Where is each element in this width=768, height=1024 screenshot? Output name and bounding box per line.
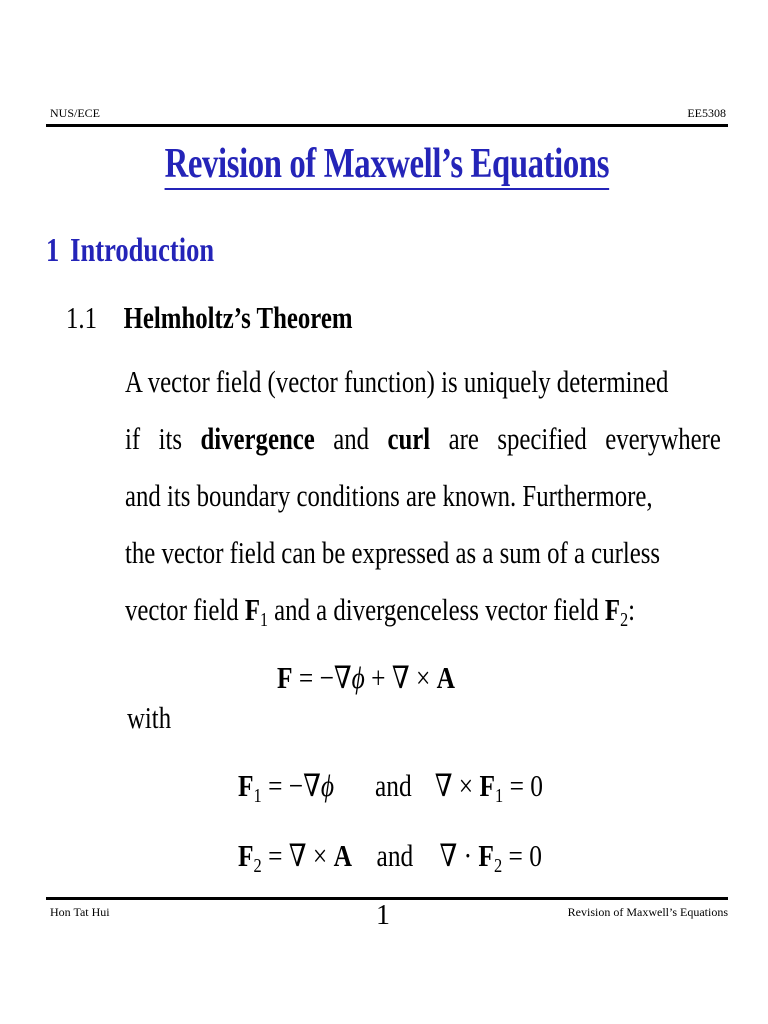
paragraph-line-5	[125, 581, 635, 638]
section-number: 1	[46, 232, 60, 269]
symbol-F: F	[277, 660, 293, 695]
symbol-F: F	[604, 592, 621, 627]
word: everywhere	[605, 421, 721, 456]
equation-main	[277, 660, 455, 696]
symbol-phi: ϕ	[351, 660, 365, 695]
and-word: and	[376, 838, 414, 873]
word-curl: curl	[387, 421, 431, 456]
eq-operator: = −∇	[261, 768, 321, 803]
symbol-phi: ϕ	[320, 768, 335, 803]
eq-operator: + ∇ ×	[364, 660, 437, 695]
header-left: NUS/ECE	[50, 106, 101, 120]
word: specified	[497, 421, 587, 456]
subscript: 2	[620, 609, 629, 631]
symbol-F: F	[478, 838, 494, 873]
paragraph-line-1: A vector field (vector function) is uniquely determined	[125, 364, 669, 399]
eq-operator: = ∇ ×	[261, 838, 334, 873]
header-right: EE5308	[687, 106, 726, 120]
page-number: 1	[376, 900, 390, 931]
symbol-F: F	[238, 838, 254, 873]
subsection-number: 1.1	[66, 300, 97, 335]
text: :	[628, 592, 635, 627]
subscript: 1	[253, 785, 262, 807]
slide-title-text: Revision of Maxwell’s Equations	[165, 141, 609, 190]
equation-f2	[238, 838, 542, 877]
word: are	[448, 421, 479, 456]
word: and	[333, 421, 370, 456]
theorem-paragraph	[125, 353, 720, 638]
text: vector field	[125, 592, 245, 627]
div-operator: ∇ ·	[439, 838, 479, 873]
with-label: with	[127, 700, 172, 735]
word: its	[158, 421, 183, 456]
subsection-heading	[66, 300, 353, 336]
symbol-F: F	[244, 592, 260, 627]
curl-operator: ∇ ×	[434, 768, 480, 803]
paragraph-line-2	[125, 410, 721, 467]
word-divergence: divergence	[200, 421, 315, 456]
eq-zero: = 0	[502, 838, 542, 873]
subscript: 2	[253, 855, 262, 877]
header-rule	[46, 124, 728, 127]
slide-title	[87, 140, 686, 188]
eq-zero: = 0	[503, 768, 543, 803]
subscript: 2	[493, 855, 503, 877]
symbol-A: A	[333, 838, 352, 873]
footer-author: Hon Tat Hui	[50, 905, 110, 919]
subsection-title: Helmholtz’s Theorem	[123, 300, 353, 335]
footer-title: Revision of Maxwell’s Equations	[567, 905, 728, 919]
paragraph-line-4: the vector field can be expressed as a sum of a curless	[125, 535, 661, 570]
paragraph-line-3: and its boundary conditions are known. Furthermore,	[125, 478, 653, 513]
and-word: and	[375, 768, 412, 803]
symbol-F: F	[479, 768, 496, 803]
symbol-F: F	[238, 768, 254, 803]
eq-operator: = −∇	[292, 660, 352, 695]
text: and a divergenceless vector field	[267, 592, 605, 627]
symbol-A: A	[436, 660, 456, 695]
subscript: 1	[259, 609, 268, 631]
subscript: 1	[495, 785, 504, 807]
word: if	[125, 421, 141, 456]
equation-f1	[238, 768, 543, 807]
section-heading	[46, 232, 214, 270]
section-title: Introduction	[70, 232, 215, 269]
